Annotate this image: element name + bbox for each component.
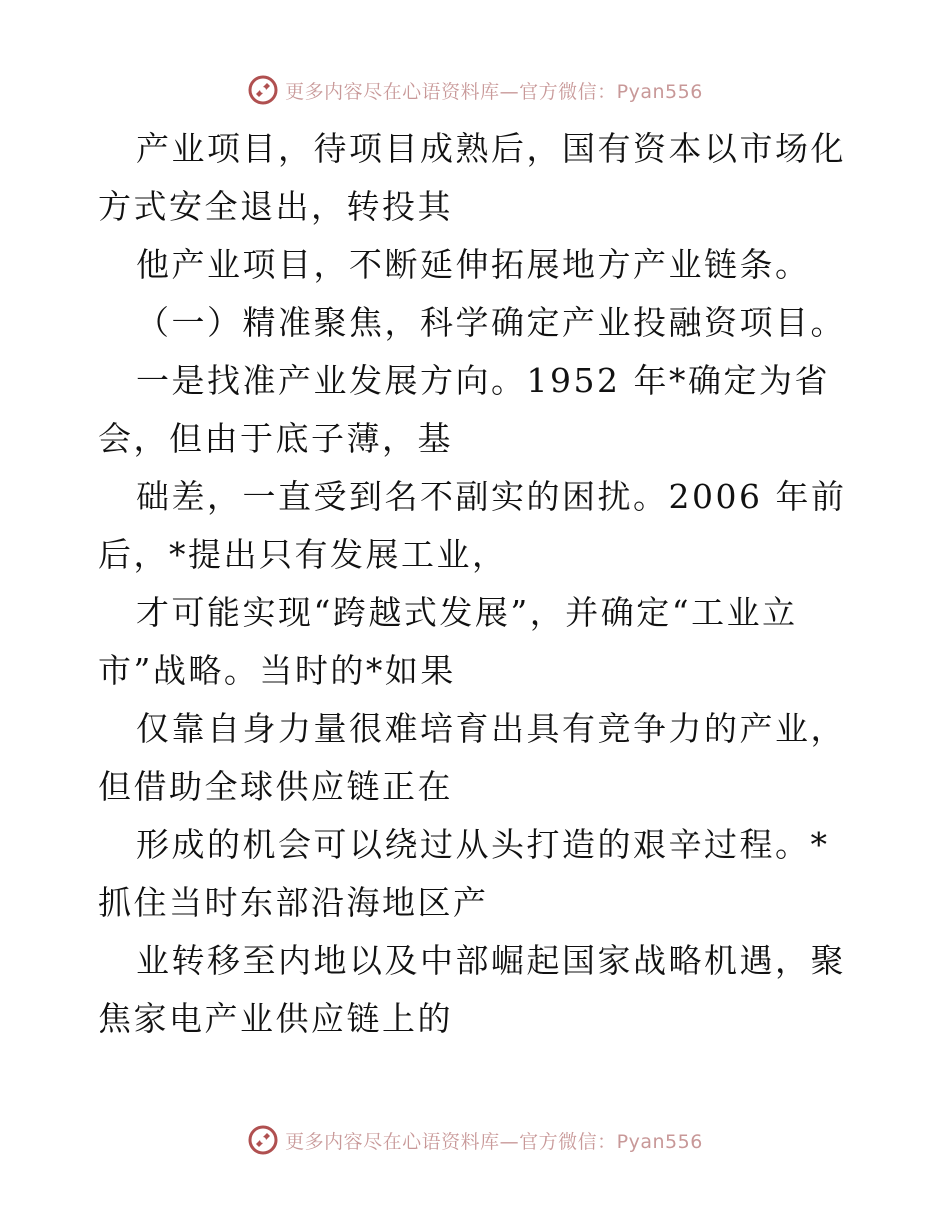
footer-watermark-text: 更多内容尽在心语资料库—官方微信：Pyan556 (285, 1130, 703, 1153)
paragraph: 才可能实现“跨越式发展”，并确定“工业立市”战略。当时的*如果 (98, 593, 798, 690)
logo-icon (247, 1124, 279, 1156)
footer-watermark (0, 1120, 950, 1160)
paragraph: 础差，一直受到名不副实的困扰。2006 年前后，*提出只有发展工业， (98, 477, 847, 574)
paragraph: 仅靠自身力量很难培育出具有竞争力的产业，但借助全球供应链正在 (98, 709, 846, 806)
document-body (98, 120, 858, 1048)
paragraph: 业转移至内地以及中部崛起国家战略机遇，聚焦家电产业供应链上的 (98, 941, 846, 1038)
paragraph: 一是找准产业发展方向。1952 年*确定为省会，但由于底子薄，基 (98, 361, 830, 458)
paragraph: 形成的机会可以绕过从头打造的艰辛过程。*抓住当时东部沿海地区产 (98, 825, 830, 922)
paragraph: 他产业项目，不断延伸拓展地方产业链条。 (136, 245, 811, 284)
section-heading: （一）精准聚焦，科学确定产业投融资项目。 (136, 303, 846, 342)
logo-icon (247, 74, 279, 106)
header-watermark (0, 70, 950, 110)
paragraph: 产业项目，待项目成熟后，国有资本以市场化方式安全退出，转投其 (98, 129, 846, 226)
header-watermark-text: 更多内容尽在心语资料库—官方微信：Pyan556 (285, 80, 703, 103)
